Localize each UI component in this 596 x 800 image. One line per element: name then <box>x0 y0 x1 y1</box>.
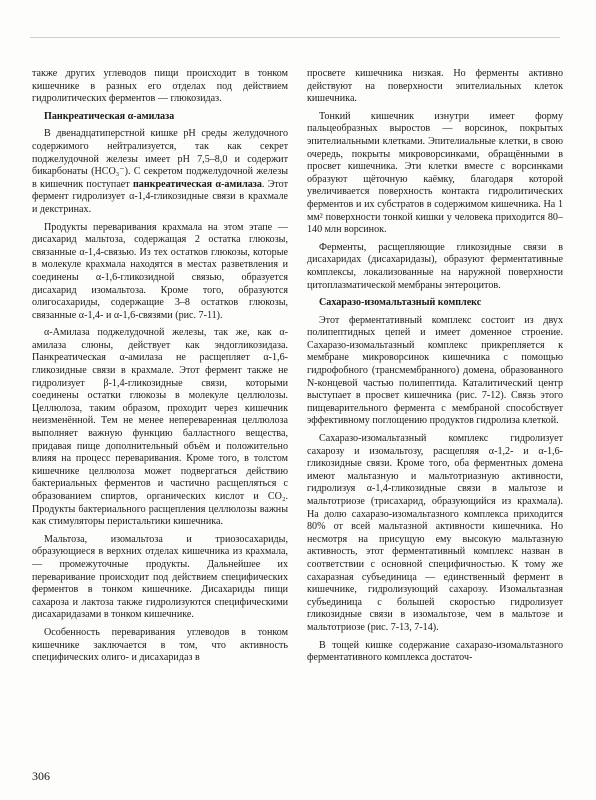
paragraph: Сахаразо-изомальтазный комплекс гидролизует сахарозу и изомальтозу, расщепляя α-1,2- и α-1,6-гликозидные связи. Кроме того, оба ферментных домена имеют мальтазную и мальтотриазную активности, гидролизуя α-1,4-гликозидные связи в мальтозе и мальтотриозе (трисахарид, образующийся из крахмала). На долю сахаразо-изомальтазного комплекса приходится 80% от всей мальтазной активности кишечника. Но несмотря на присущую ему высокую мальтазную активность, этот ферментативный комплекс назван в соответствии с основной специфичностью. К тому же сахаразная субъединица — единственный фермент в кишечнике, гидролизующий сахарозу. Изомальтазная субъединица с большей скоростью гидролизует гликозидные связи в изомальтозе, чем в мальтозе и мальтотриозе (рис. 7-13, 7-14). <box>307 433 563 633</box>
paragraph: α-Амилаза поджелудочной железы, так же, как α-амилаза слюны, действует как эндогликозидаза. Панкреатическая α-амилаза не расщепляет α-1,6-гликозидные связи в крахмале. Этот фермент также не гидролизует β-1,4-гликозидные связи, которыми соединены остатки глюкозы в молекуле целлюлозы. Целлюлоза, таким образом, проходит через кишечник неизменённой. Тем не менее непереваренная целлюлоза выполняет важную функцию балластного вещества, придавая пище дополнительный объём и положительно влияя на процесс переваривания. Кроме того, в толстом кишечнике целлюлоза может подвергаться действию бактериальных ферментов и частично расщепляться с образованием спиртов, органических кислот и CO₂. Продукты бактериального расщепления целлюлозы важны как стимуляторы перистальтики кишечника. <box>32 327 288 528</box>
paragraph: также других углеводов пищи происходит в тонком кишечнике в разных его отделах под действием гидролитических ферментов — глюкозидаз. <box>32 68 288 105</box>
paragraph: Этот ферментативный комплекс состоит из двух полипептидных цепей и имеет доменное строение. Сахаразо-изомальтазный комплекс прикрепляется к мембране микроворсинок кишечника с помощью гидрофобного (трансмембранного) домена, образованного N-концевой частью полипептида. Каталитический центр выступает в просвет кишечника (рис. 7-12). Связь этого пищеварительного фермента с мембраной способствует эффективному поглощению продуктов гидролиза клеткой. <box>307 314 563 427</box>
paragraph: Особенность переваривания углеводов в тонком кишечнике заключается в том, что активность специфических олиго- и дисахаридаз в <box>32 626 288 664</box>
text-run: В двенадцатиперстной кишке pH среды желудочного содержимого нейтрализуется, так как секрет поджелудочной железы имеет pH 7,5–8,0 и содержит бикарбонаты (HCO₃⁻). С секретом поджелудочной железы в кишечник поступает <box>32 128 288 190</box>
paragraph: Тонкий кишечник изнутри имеет форму пальцеобразных выростов — ворсинок, покрытых эпителиальными клетками. Эпителиальные клетки, в свою очередь, покрыты микроворсинками, обращёнными в просвет кишечника. Эти клетки вместе с ворсинками образуют щёточную каёмку, благодаря которой увеличивается поверхность контакта гидролитических ферментов и их субстратов в содержимом кишечника. На 1 мм² поверхности тонкой кишки у человека приходится 80–140 млн ворсинок. <box>307 110 563 236</box>
paragraph: Продукты переваривания крахмала на этом этапе — дисахарид мальтоза, содержащая 2 остатка глюкозы, связанные α-1,4-связью. Из тех остатков глюкозы, которые в молекуле крахмала находятся в местах разветвления и соединены α-1,6-гликозидной связью, образуется дисахарид изомальтоза. Кроме того, образуются олигосахариды, содержащие 3–8 остатков глюкозы, связанные α-1,4- и α-1,6-связями (рис. 7-11). <box>32 221 288 321</box>
text-run: . Этот фермент гидролизует α-1,4-гликозидные связи в крахмале и декстринах. <box>32 178 288 215</box>
paragraph: Ферменты, расщепляющие гликозидные связи в дисахаридах (дисахаридазы), образуют ферментативные комплексы, локализованные на наружной поверхности цитоплазматической мембраны энтероцитов. <box>307 241 563 291</box>
paragraph: Мальтоза, изомальтоза и триозосахариды, образующиеся в верхних отделах кишечника из крахмала, — промежуточные продукты. Дальнейшее их переваривание происходит под действием специфических ферментов в тонком кишечнике. Дисахариды пищи сахароза и лактоза также гидролизуются специфическими дисахаридазами в тонком кишечнике. <box>32 533 288 621</box>
page-number: 306 <box>32 769 50 783</box>
paragraph: просвете кишечника низкая. Но ферменты активно действуют на поверхности эпителиальных клеток кишечника. <box>307 68 563 105</box>
top-rule <box>30 37 560 38</box>
paragraph <box>32 128 288 216</box>
bold-term: панкреатическая α-амилаза <box>132 178 262 190</box>
right-column <box>307 68 563 670</box>
left-column <box>32 68 288 670</box>
paragraph: В тощей кишке содержание сахаразо-изомальтазного ферментативного комплекса достаточ- <box>307 639 563 664</box>
section-heading: Панкреатическая α-амилаза <box>44 110 175 122</box>
section-heading: Сахаразо-изомальтазный комплекс <box>319 297 482 309</box>
